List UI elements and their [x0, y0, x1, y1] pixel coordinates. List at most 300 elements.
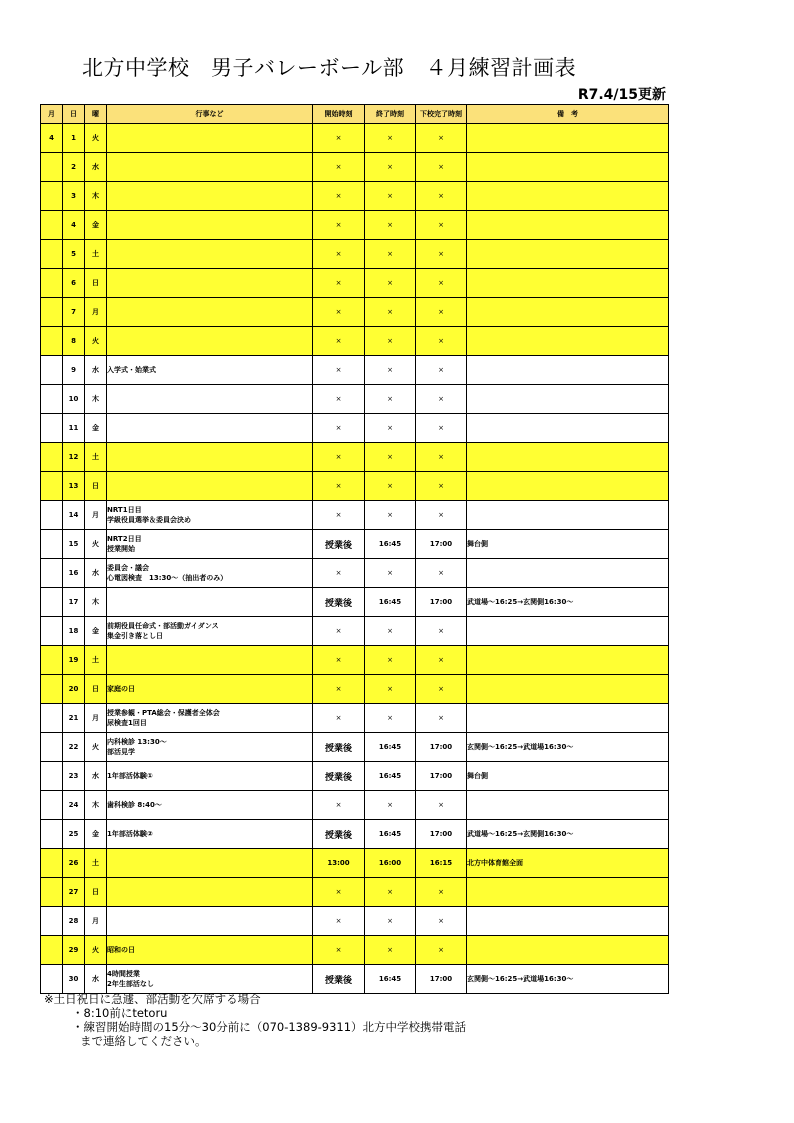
footer-line: ・練習開始時間の15分～30分前に（070-1389-9311）北方中学校携帯電話 [72, 1020, 467, 1034]
cell-events [107, 472, 313, 501]
cell-note: 北方中体育館全面 [467, 849, 669, 878]
footer-line: ・8:10前にtetoru [72, 1006, 168, 1020]
table-header-row [41, 105, 669, 124]
cell-leave-time: × [416, 878, 467, 907]
cell-note [467, 936, 669, 965]
cell-end-time: × [365, 385, 416, 414]
cell-start-time: × [313, 356, 365, 385]
cell-events [107, 849, 313, 878]
cell-month [41, 240, 63, 269]
cell-note [467, 704, 669, 733]
cell-month [41, 327, 63, 356]
cell-leave-time: × [416, 704, 467, 733]
cell-weekday: 金 [85, 820, 107, 849]
cell-end-time: × [365, 472, 416, 501]
cell-note: 舞台側 [467, 530, 669, 559]
cell-month [41, 211, 63, 240]
table-row [41, 588, 669, 617]
cell-weekday: 日 [85, 269, 107, 298]
table-row [41, 617, 669, 646]
cell-events [107, 704, 313, 733]
cell-day: 24 [63, 791, 85, 820]
cell-month [41, 936, 63, 965]
cell-day: 17 [63, 588, 85, 617]
event-line: 尿検査1回目 [107, 719, 147, 727]
cell-day: 6 [63, 269, 85, 298]
cell-leave-time: × [416, 385, 467, 414]
cell-end-time: × [365, 907, 416, 936]
cell-day: 25 [63, 820, 85, 849]
event-line: 学級役員選挙＆委員会決め [107, 516, 191, 524]
cell-month [41, 182, 63, 211]
cell-day: 18 [63, 617, 85, 646]
cell-note [467, 124, 669, 153]
cell-leave-time: 17:00 [416, 762, 467, 791]
table-row [41, 907, 669, 936]
table-row [41, 646, 669, 675]
cell-start-time: × [313, 298, 365, 327]
cell-end-time: 16:45 [365, 965, 416, 994]
cell-month [41, 153, 63, 182]
table-row [41, 472, 669, 501]
cell-events [107, 820, 313, 849]
cell-events [107, 269, 313, 298]
table-row [41, 211, 669, 240]
cell-month [41, 414, 63, 443]
cell-day: 5 [63, 240, 85, 269]
cell-start-time: 13:00 [313, 849, 365, 878]
cell-month [41, 878, 63, 907]
cell-leave-time: × [416, 269, 467, 298]
cell-weekday: 土 [85, 240, 107, 269]
cell-leave-time: 17:00 [416, 530, 467, 559]
header-events: 行事など [107, 105, 313, 124]
event-line: 部活見学 [107, 748, 135, 756]
event-line: 入学式・始業式 [107, 366, 156, 374]
header-day: 日 [63, 105, 85, 124]
cell-month [41, 704, 63, 733]
cell-leave-time: × [416, 646, 467, 675]
cell-day: 20 [63, 675, 85, 704]
cell-start-time: × [313, 211, 365, 240]
cell-events [107, 327, 313, 356]
cell-weekday: 日 [85, 675, 107, 704]
cell-note [467, 791, 669, 820]
event-line: 昭和の日 [107, 946, 135, 954]
cell-weekday: 水 [85, 559, 107, 588]
cell-weekday: 火 [85, 124, 107, 153]
cell-day: 4 [63, 211, 85, 240]
footer-notes [44, 992, 664, 1048]
cell-weekday: 木 [85, 182, 107, 211]
table-row [41, 849, 669, 878]
cell-end-time: × [365, 269, 416, 298]
cell-start-time: × [313, 269, 365, 298]
event-line: 内科検診 13:30～ [107, 738, 167, 746]
cell-day: 1 [63, 124, 85, 153]
cell-start-time: × [313, 617, 365, 646]
cell-start-time: × [313, 559, 365, 588]
cell-start-time: 授業後 [313, 965, 365, 994]
cell-events [107, 501, 313, 530]
cell-end-time: × [365, 559, 416, 588]
cell-weekday: 水 [85, 356, 107, 385]
cell-day: 27 [63, 878, 85, 907]
table-row [41, 153, 669, 182]
table-row [41, 443, 669, 472]
event-line: 家庭の日 [107, 685, 135, 693]
table-row [41, 530, 669, 559]
cell-note: 玄関側～16:25→武道場16:30～ [467, 733, 669, 762]
cell-leave-time: 17:00 [416, 733, 467, 762]
event-line: 1年部活体験① [107, 772, 153, 780]
cell-events [107, 733, 313, 762]
cell-note [467, 298, 669, 327]
cell-leave-time: × [416, 472, 467, 501]
cell-leave-time: 17:00 [416, 820, 467, 849]
cell-end-time: × [365, 124, 416, 153]
cell-end-time: 16:00 [365, 849, 416, 878]
event-line: 歯科検診 8:40～ [107, 801, 162, 809]
cell-day: 12 [63, 443, 85, 472]
cell-start-time: × [313, 385, 365, 414]
cell-events [107, 124, 313, 153]
cell-note [467, 907, 669, 936]
cell-leave-time: × [416, 182, 467, 211]
footer-line: ※土日祝日に急遽、部活動を欠席する場合 [44, 992, 261, 1006]
header-end-time: 終了時刻 [365, 105, 416, 124]
cell-note [467, 443, 669, 472]
cell-end-time: × [365, 501, 416, 530]
cell-end-time: × [365, 153, 416, 182]
cell-leave-time: × [416, 501, 467, 530]
cell-day: 26 [63, 849, 85, 878]
cell-start-time: × [313, 443, 365, 472]
cell-start-time: × [313, 327, 365, 356]
cell-day: 29 [63, 936, 85, 965]
cell-note [467, 617, 669, 646]
cell-leave-time: × [416, 153, 467, 182]
cell-start-time: × [313, 791, 365, 820]
cell-day: 19 [63, 646, 85, 675]
cell-events [107, 907, 313, 936]
cell-end-time: 16:45 [365, 762, 416, 791]
cell-start-time: × [313, 472, 365, 501]
cell-month [41, 559, 63, 588]
table-row [41, 878, 669, 907]
cell-leave-time: × [416, 936, 467, 965]
cell-note [467, 240, 669, 269]
cell-note: 武道場～16:25→玄関側16:30～ [467, 820, 669, 849]
cell-leave-time: × [416, 211, 467, 240]
table-row [41, 269, 669, 298]
cell-note [467, 472, 669, 501]
cell-month [41, 588, 63, 617]
header-leave-time: 下校完了時刻 [416, 105, 467, 124]
cell-note [467, 269, 669, 298]
cell-start-time: × [313, 501, 365, 530]
table-row [41, 182, 669, 211]
cell-end-time: × [365, 878, 416, 907]
cell-end-time: × [365, 936, 416, 965]
cell-end-time: × [365, 327, 416, 356]
page-title: 北方中学校 男子バレーボール部 ４月練習計画表 [82, 56, 577, 80]
cell-end-time: × [365, 182, 416, 211]
cell-day: 2 [63, 153, 85, 182]
cell-events [107, 211, 313, 240]
cell-leave-time: × [416, 617, 467, 646]
cell-note [467, 878, 669, 907]
cell-events [107, 791, 313, 820]
table-row [41, 298, 669, 327]
cell-events [107, 385, 313, 414]
cell-end-time: × [365, 704, 416, 733]
table-row [41, 762, 669, 791]
cell-note [467, 414, 669, 443]
cell-month: 4 [41, 124, 63, 153]
cell-month [41, 385, 63, 414]
cell-start-time: 授業後 [313, 530, 365, 559]
event-line: 授業開始 [107, 545, 135, 553]
event-line: 集金引き落とし日 [107, 632, 163, 640]
cell-leave-time: × [416, 356, 467, 385]
cell-day: 14 [63, 501, 85, 530]
cell-month [41, 646, 63, 675]
table-row [41, 124, 669, 153]
event-line: NRT1日目 [107, 506, 142, 514]
table-row [41, 559, 669, 588]
cell-weekday: 金 [85, 211, 107, 240]
cell-weekday: 木 [85, 385, 107, 414]
cell-end-time: × [365, 791, 416, 820]
cell-leave-time: × [416, 327, 467, 356]
cell-month [41, 443, 63, 472]
cell-month [41, 849, 63, 878]
cell-weekday: 月 [85, 298, 107, 327]
cell-weekday: 日 [85, 472, 107, 501]
header-weekday: 曜 [85, 105, 107, 124]
cell-events [107, 617, 313, 646]
cell-day: 3 [63, 182, 85, 211]
cell-weekday: 火 [85, 327, 107, 356]
cell-day: 13 [63, 472, 85, 501]
cell-month [41, 733, 63, 762]
cell-events [107, 675, 313, 704]
table-row [41, 501, 669, 530]
cell-start-time: × [313, 704, 365, 733]
cell-leave-time: × [416, 791, 467, 820]
event-line: 1年部活体験② [107, 830, 153, 838]
cell-leave-time: 17:00 [416, 965, 467, 994]
cell-weekday: 火 [85, 936, 107, 965]
event-line: 委員会・議会 [107, 564, 149, 572]
cell-events [107, 965, 313, 994]
cell-weekday: 土 [85, 646, 107, 675]
cell-weekday: 水 [85, 965, 107, 994]
cell-leave-time: × [416, 559, 467, 588]
cell-note [467, 675, 669, 704]
cell-events [107, 878, 313, 907]
cell-start-time: × [313, 907, 365, 936]
cell-month [41, 820, 63, 849]
cell-start-time: × [313, 153, 365, 182]
cell-start-time: × [313, 240, 365, 269]
table-row [41, 414, 669, 443]
cell-end-time: × [365, 617, 416, 646]
cell-weekday: 金 [85, 414, 107, 443]
cell-events [107, 646, 313, 675]
cell-note [467, 327, 669, 356]
cell-events [107, 443, 313, 472]
cell-weekday: 月 [85, 704, 107, 733]
cell-note: 舞台側 [467, 762, 669, 791]
cell-weekday: 日 [85, 878, 107, 907]
cell-start-time: × [313, 124, 365, 153]
cell-start-time: 授業後 [313, 733, 365, 762]
cell-note [467, 182, 669, 211]
event-line: 前期役員任命式・部活動ガイダンス [107, 622, 219, 630]
cell-end-time: 16:45 [365, 820, 416, 849]
cell-weekday: 土 [85, 849, 107, 878]
cell-month [41, 472, 63, 501]
cell-leave-time: × [416, 907, 467, 936]
table-row [41, 965, 669, 994]
cell-weekday: 水 [85, 762, 107, 791]
cell-leave-time: × [416, 298, 467, 327]
schedule-body [41, 124, 669, 994]
cell-events [107, 762, 313, 791]
cell-note: 玄関側～16:25→武道場16:30～ [467, 965, 669, 994]
cell-day: 22 [63, 733, 85, 762]
cell-month [41, 356, 63, 385]
updated-date: R7.4/15更新 [577, 87, 666, 103]
cell-note [467, 356, 669, 385]
event-line: 2年生部活なし [107, 980, 154, 988]
cell-leave-time: × [416, 240, 467, 269]
cell-leave-time: × [416, 675, 467, 704]
event-line: 授業参観・PTA総会・保護者全体会 [107, 709, 220, 717]
cell-events [107, 559, 313, 588]
table-row [41, 936, 669, 965]
cell-end-time: × [365, 240, 416, 269]
cell-month [41, 298, 63, 327]
cell-end-time: 16:45 [365, 733, 416, 762]
table-row [41, 675, 669, 704]
cell-events [107, 240, 313, 269]
cell-month [41, 791, 63, 820]
cell-weekday: 水 [85, 153, 107, 182]
cell-month [41, 675, 63, 704]
cell-month [41, 501, 63, 530]
cell-leave-time: 16:15 [416, 849, 467, 878]
cell-events [107, 153, 313, 182]
cell-events [107, 530, 313, 559]
cell-day: 16 [63, 559, 85, 588]
table-row [41, 385, 669, 414]
cell-note [467, 559, 669, 588]
cell-weekday: 土 [85, 443, 107, 472]
cell-leave-time: × [416, 443, 467, 472]
cell-start-time: × [313, 414, 365, 443]
cell-weekday: 金 [85, 617, 107, 646]
cell-note [467, 646, 669, 675]
header-start-time: 開始時刻 [313, 105, 365, 124]
cell-start-time: 授業後 [313, 588, 365, 617]
cell-month [41, 269, 63, 298]
cell-month [41, 965, 63, 994]
cell-weekday: 木 [85, 791, 107, 820]
cell-end-time: 16:45 [365, 588, 416, 617]
event-line: 4時間授業 [107, 970, 140, 978]
cell-events [107, 414, 313, 443]
cell-day: 30 [63, 965, 85, 994]
cell-end-time: × [365, 414, 416, 443]
header-month: 月 [41, 105, 63, 124]
schedule-table [40, 104, 669, 994]
cell-start-time: × [313, 936, 365, 965]
cell-weekday: 火 [85, 530, 107, 559]
table-row [41, 704, 669, 733]
footer-line: まで連絡してください。 [80, 1034, 207, 1048]
cell-day: 21 [63, 704, 85, 733]
cell-end-time: × [365, 298, 416, 327]
cell-month [41, 907, 63, 936]
cell-events [107, 298, 313, 327]
table-row [41, 240, 669, 269]
cell-end-time: 16:45 [365, 530, 416, 559]
event-line: NRT2日目 [107, 535, 142, 543]
cell-end-time: × [365, 646, 416, 675]
cell-weekday: 月 [85, 501, 107, 530]
cell-start-time: × [313, 646, 365, 675]
cell-day: 23 [63, 762, 85, 791]
event-line: 心電図検査 13:30～（抽出者のみ） [107, 574, 228, 582]
cell-day: 9 [63, 356, 85, 385]
cell-end-time: × [365, 443, 416, 472]
cell-month [41, 617, 63, 646]
cell-events [107, 588, 313, 617]
cell-day: 7 [63, 298, 85, 327]
cell-start-time: 授業後 [313, 762, 365, 791]
cell-leave-time: × [416, 414, 467, 443]
header-notes: 備 考 [467, 105, 669, 124]
table-row [41, 733, 669, 762]
cell-start-time: × [313, 878, 365, 907]
cell-month [41, 762, 63, 791]
cell-note [467, 153, 669, 182]
cell-end-time: × [365, 356, 416, 385]
cell-day: 28 [63, 907, 85, 936]
cell-note [467, 385, 669, 414]
cell-day: 15 [63, 530, 85, 559]
table-row [41, 356, 669, 385]
cell-day: 10 [63, 385, 85, 414]
cell-note [467, 211, 669, 240]
cell-weekday: 火 [85, 733, 107, 762]
cell-events [107, 356, 313, 385]
cell-start-time: × [313, 675, 365, 704]
cell-leave-time: × [416, 124, 467, 153]
table-row [41, 820, 669, 849]
cell-end-time: × [365, 211, 416, 240]
cell-start-time: × [313, 182, 365, 211]
table-row [41, 791, 669, 820]
table-row [41, 327, 669, 356]
cell-weekday: 月 [85, 907, 107, 936]
cell-day: 11 [63, 414, 85, 443]
cell-end-time: × [365, 675, 416, 704]
cell-weekday: 木 [85, 588, 107, 617]
